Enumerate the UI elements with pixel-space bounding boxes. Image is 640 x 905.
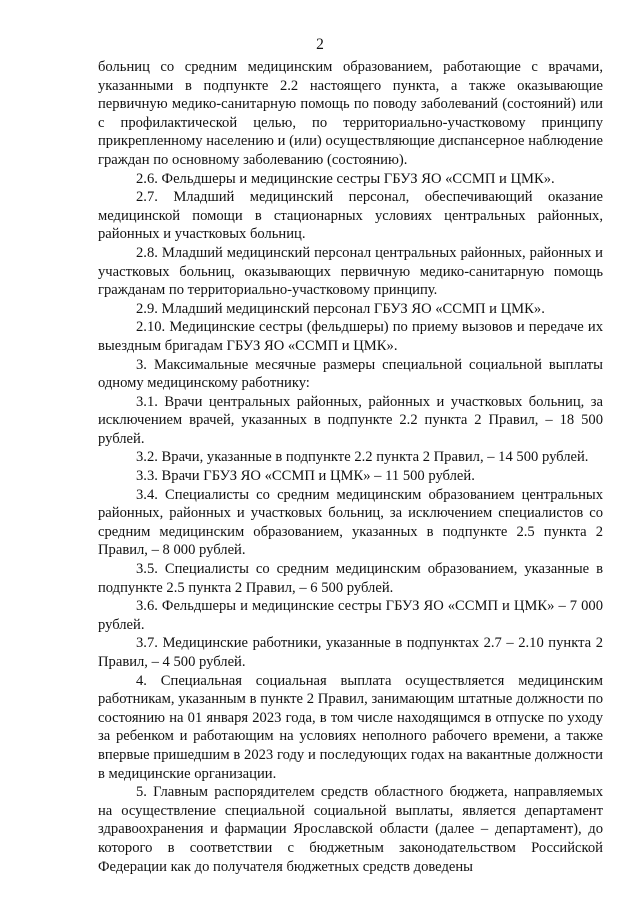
paragraph-2-10: 2.10. Медицинские сестры (фельдшеры) по приему вызовов и передаче их выездным бригадам ГБУЗ ЯО «ССМП и ЦМК». [98,319,603,354]
page-number: 2 [316,36,324,53]
paragraph-3-6: 3.6. Фельдшеры и медицинские сестры ГБУЗ ЯО «ССМП и ЦМК» – 7 000 рублей. [98,598,603,633]
paragraph-2-7: 2.7. Младший медицинский персонал, обеспечивающий оказание медицинской помощи в стационарных условиях центральных районных, районных и участковых больниц. [98,189,603,243]
paragraph-5: 5. Главным распорядителем средств областного бюджета, направляемых на осуществление специальной социальной выплаты, является департамент здравоохранения и фармации Ярославской области (далее – департамент), до которого в соответствии с бюджетным законодательством Российской Федерации как до получателя бюджетных средств доведены [98,784,603,875]
paragraph-3-7: 3.7. Медицинские работники, указанные в подпунктах 2.7 – 2.10 пункта 2 Правил, – 4 500 рублей. [98,635,603,670]
paragraph-2-9: 2.9. Младший медицинский персонал ГБУЗ ЯО «ССМП и ЦМК». [136,300,545,317]
document-body [98,58,603,876]
paragraph-3-4: 3.4. Специалисты со средним медицинским образованием центральных районных, районных и участковых больниц, за исключением специалистов со средним медицинским образованием, указанных в подпункте 2.5 пункта 2 Правил, – 8 000 рублей. [98,486,603,559]
paragraph-3: 3. Максимальные месячные размеры специальной социальной выплаты одному медицинскому работнику: [98,356,603,392]
paragraph-2-8: 2.8. Младший медицинский персонал центральных районных, районных и участковых больниц, оказывающих первичную медико-санитарную помощь гражданам по территориально-участковому принципу. [98,244,603,299]
paragraph-2-6: 2.6. Фельдшеры и медицинские сестры ГБУЗ ЯО «ССМП и ЦМК». [136,170,555,187]
paragraph-3-1: 3.1. Врачи центральных районных, районных и участковых больниц, за исключением врачей, указанных в подпункте 2.2 пункта 2 Правил, – 18 500 рублей. [98,393,603,447]
paragraph-4: 4. Специальная социальная выплата осуществляется медицинским работникам, указанным в пункте 2 Правил, занимающим штатные должности по состоянию на 01 января 2023 года, в том числе находящимся в отпуске по уходу за ребенком и работающим на условиях неполного рабочего времени, а также впервые пришедшим в 2023 году и последующих годах на вакантные должности в медицинские организации. [98,672,603,782]
paragraph-continuation: больниц со средним медицинским образованием, работающие с врачами, указанными в подпункте 2.2 настоящего пункта, а также оказывающие первичную медико-санитарную помощь по поводу заболеваний (состояний) или с профилактической целью, по территориально-участковому принципу прикрепленному населению и (или) осуществляющие диспансерное наблюдение граждан по основному заболеванию (состоянию). [98,59,603,168]
paragraph-3-5: 3.5. Специалисты со средним медицинским образованием, указанные в подпункте 2.5 пункта 2 Правил, – 6 500 рублей. [98,561,603,596]
paragraph-3-3: 3.3. Врачи ГБУЗ ЯО «ССМП и ЦМК» – 11 500 рублей. [136,468,475,485]
paragraph-3-2: 3.2. Врачи, указанные в подпункте 2.2 пункта 2 Правил, – 14 500 рублей. [136,449,589,466]
